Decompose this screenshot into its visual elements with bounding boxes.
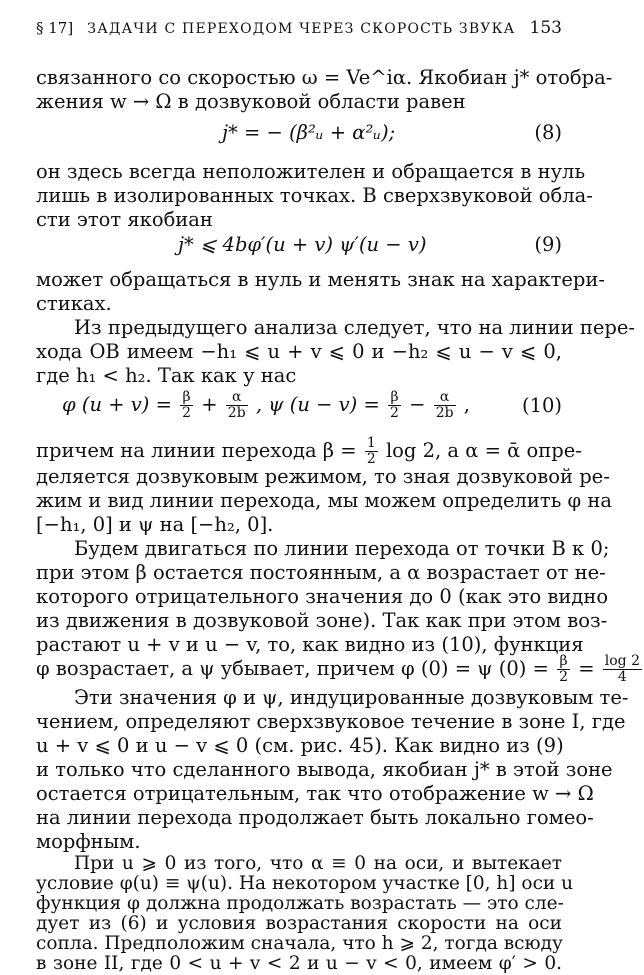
fraction: $\frac{\alpha}{2b}$ — [435, 389, 454, 421]
section-ref: § 17] — [36, 19, 74, 37]
text-line: жения w → Ω в дозвуковой области равен — [36, 90, 466, 113]
text-line: лишь в изолированных точках. В сверхзвуковой обла- — [36, 184, 593, 207]
text-line: растают u + v и u − v, то, как видно из (10), функция — [36, 633, 584, 656]
paragraph-start: Будем двигаться по линии перехода от точки B к 0; — [74, 537, 610, 560]
text-line: чением, определяют сверхзвуковое течение в зоне I, где — [36, 710, 626, 733]
fraction: $\frac{\beta}{2}$ — [390, 389, 399, 421]
text-line: связанного со скоростью ω = Ve^iα. Якобиан j* отобра- — [36, 66, 613, 89]
text-line: может обращаться в нуль и менять знак на характери- — [36, 268, 605, 291]
text-line: сопла. Предположим сначала, что h ⩾ 2, тогда всюду — [36, 933, 563, 954]
equation-number: (9) — [534, 233, 562, 256]
fraction: $\frac{\beta}{2}$ — [182, 389, 192, 421]
text-line: при этом β остается постоянным, а α возрастает от не- — [36, 561, 606, 584]
text-line: причем на линии перехода β = $\frac{1}{2}$ log 2, а α = ᾱ опре- — [36, 435, 582, 467]
fraction: $\frac{\beta}{2}$ — [559, 653, 569, 685]
page-number: 153 — [529, 18, 562, 38]
equation-number: (8) — [534, 121, 562, 144]
text-line: жим и вид линии перехода, мы можем определить φ на — [36, 489, 612, 512]
text-line: из движения в дозвуковой зоне). Так как при этом воз- — [36, 609, 608, 632]
paragraph-start: Из предыдущего анализа следует, что на линии пере- — [74, 316, 635, 339]
equation-number: (10) — [521, 394, 562, 417]
text-line: он здесь всегда неположителен и обращается в нуль — [36, 160, 586, 183]
text-line: где h₁ < h₂. Так как у нас — [36, 364, 297, 387]
text-line: u + v ⩽ 0 и u − v ⩽ 0 (см. рис. 45). Как видно из (9) — [36, 734, 564, 757]
fraction: $\frac{\log 2}{4}$ — [604, 653, 640, 685]
running-title: ЗАДАЧИ С ПЕРЕХОДОМ ЧЕРЕЗ СКОРОСТЬ ЗВУКА — [87, 21, 516, 37]
equation-8: j* = − (β²ᵤ + α²ᵤ); — [222, 121, 396, 144]
text-line: остается отрицательным, так что отображение w → Ω — [36, 782, 594, 805]
page-header — [36, 18, 562, 38]
paragraph-start: При u ⩾ 0 из того, что α ≡ 0 на оси, и вытекает — [74, 853, 562, 874]
text-line: φ возрастает, а ψ убывает, причем φ (0) = ψ (0) = $\frac{\beta}{2}$ = $\frac{\log 2}{4}$ — [36, 653, 640, 685]
text-line: сти этот якобиан — [36, 208, 213, 231]
text-line: которого отрицательного значения до 0 (как это видно — [36, 585, 609, 608]
paragraph-start: Эти значения φ и ψ, индуцированные дозвуковым те- — [74, 686, 629, 709]
fraction: $\frac{1}{2}$ — [366, 435, 376, 467]
text-line: условие φ(u) ≡ ψ(u). На некотором участке [0, h] оси u — [36, 873, 574, 894]
text-line: функция φ должна продолжать возрастать — это сле- — [36, 893, 564, 914]
text-line: стиках. — [36, 292, 112, 315]
text-line: в зоне II, где 0 < u + v < 2 и u − v < 0, имеем φ′ > 0. — [36, 953, 562, 974]
text-line: и только что сделанного вывода, якобиан j* в этой зоне — [36, 758, 613, 781]
text-line: морфным. — [36, 830, 141, 853]
text-line: хода OB имеем −h₁ ⩽ u + v ⩽ 0 и −h₂ ⩽ u − v ⩽ 0, — [36, 340, 562, 363]
text-line: [−h₁, 0] и ψ на [−h₂, 0]. — [36, 513, 274, 536]
equation-10: φ (u + v) = $\frac{\beta}{2}$ + $\frac{\alpha}{2b}$ , ψ (u − v) = $\frac{\beta}{2}$ − $\frac{\alpha}{2b}$ , — [62, 389, 470, 421]
fraction: $\frac{\alpha}{2b}$ — [227, 389, 246, 421]
text-line: деляется дозвуковым режимом, то зная дозвуковой ре- — [36, 465, 610, 488]
text-line: дует из (6) и условия возрастания скорости на оси — [36, 913, 562, 934]
text-line: на линии перехода продолжает быть локально гомео- — [36, 806, 594, 829]
equation-9: j* ⩽ 4bφ′(u + v) ψ′(u − v) — [178, 233, 427, 256]
